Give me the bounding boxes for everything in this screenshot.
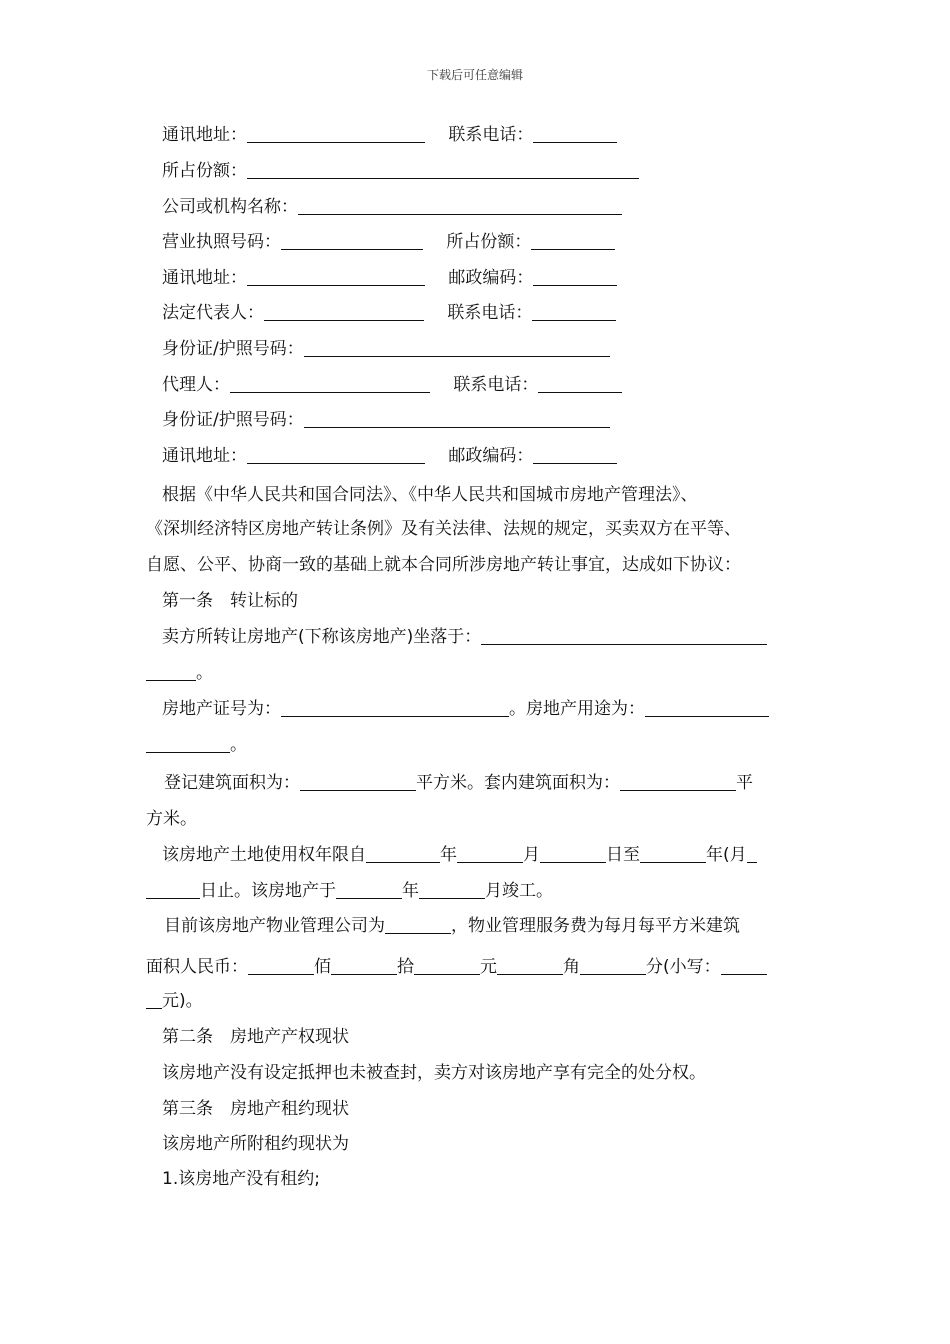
location-label: 卖方所转让房地产(下称该房地产)坐落于： <box>162 627 482 647</box>
mgmt-fee-label: ，物业管理服务费为每月每平方米建筑 <box>451 916 740 936</box>
jiao-blank[interactable] <box>497 955 563 975</box>
address-blank[interactable] <box>247 444 425 464</box>
cert-line <box>162 696 769 722</box>
agent-line <box>162 372 622 398</box>
postcode-label: 邮政编码： <box>448 268 534 288</box>
license-label: 营业执照号码： <box>162 232 281 252</box>
fee-line <box>146 954 767 980</box>
completion-month-blank[interactable] <box>419 879 485 899</box>
month-text: 月 <box>523 845 540 865</box>
location-blank-cont[interactable] <box>146 661 196 681</box>
ping-text: 平 <box>736 773 753 793</box>
article1-title: 第一条 转让标的 <box>162 591 298 611</box>
bai-text: 佰 <box>314 957 331 977</box>
area-line <box>164 770 753 796</box>
id-blank[interactable] <box>304 337 610 357</box>
address-label: 通讯地址： <box>162 268 247 288</box>
id-blank[interactable] <box>304 408 610 428</box>
land-term-line <box>162 842 757 868</box>
share-label: 所占份额： <box>162 161 247 181</box>
page-header: 下载后可任意编辑 <box>426 68 523 82</box>
fee-line-cont <box>146 988 203 1014</box>
shi-text: 拾 <box>397 957 414 977</box>
usage-blank-cont[interactable] <box>146 733 230 753</box>
article3-title: 第三条 房地产租约现状 <box>162 1099 349 1119</box>
phone-label: 联系电话： <box>448 125 534 145</box>
article2-text: 该房地产没有设定抵押也未被查封，卖方对该房地产享有完全的处分权。 <box>162 1063 706 1083</box>
id-label: 身份证/护照号码： <box>162 339 304 359</box>
phone-blank[interactable] <box>532 301 616 321</box>
month-blank[interactable] <box>457 843 523 863</box>
share-line-1 <box>162 158 639 184</box>
area-line-cont: 方米。 <box>146 809 197 829</box>
company-label: 公司或机构名称： <box>162 197 298 217</box>
mgmt-company-blank[interactable] <box>385 914 451 934</box>
share-blank[interactable] <box>247 159 639 179</box>
day-blank[interactable] <box>540 843 606 863</box>
year-text: 年 <box>402 881 419 901</box>
month-end-blank[interactable] <box>747 843 757 863</box>
yuan-end-text: 元)。 <box>162 991 203 1011</box>
completed-text: 月竣工。 <box>485 881 553 901</box>
article2-title: 第二条 房地产产权现状 <box>162 1027 349 1047</box>
preamble-line-3: 自愿、公平、协商一致的基础上就本合同所涉房地产转让事宜，达成如下协议： <box>146 555 741 575</box>
address-blank[interactable] <box>247 266 425 286</box>
postcode-label: 邮政编码： <box>448 446 534 466</box>
phone-label: 联系电话： <box>453 375 539 395</box>
address-blank[interactable] <box>247 123 425 143</box>
phone-blank[interactable] <box>533 123 617 143</box>
mgmt-line <box>164 913 740 939</box>
reg-area-blank[interactable] <box>300 771 416 791</box>
mgmt-company-label: 目前该房地产物业管理公司为 <box>164 916 385 936</box>
year-paren-text: 年(月 <box>706 845 747 865</box>
agent-blank[interactable] <box>230 373 430 393</box>
address-label: 通讯地址： <box>162 125 247 145</box>
small-amount-blank-cont[interactable] <box>146 989 162 1009</box>
completion-year-blank[interactable] <box>336 879 402 899</box>
year-end-blank[interactable] <box>640 843 706 863</box>
area-rmb-label: 面积人民币： <box>146 957 248 977</box>
legal-rep-blank[interactable] <box>264 301 424 321</box>
legal-rep-line <box>162 300 616 326</box>
fen-blank[interactable] <box>580 955 646 975</box>
address-line-3 <box>162 443 617 469</box>
postcode-blank[interactable] <box>533 266 617 286</box>
location-blank[interactable] <box>481 625 767 645</box>
id-line-1 <box>162 336 610 362</box>
phone-blank[interactable] <box>538 373 622 393</box>
bai-blank[interactable] <box>248 955 314 975</box>
day-end-blank[interactable] <box>146 879 200 899</box>
shi-blank[interactable] <box>331 955 397 975</box>
inner-area-label: 平方米。套内建筑面积为： <box>416 773 620 793</box>
company-line <box>162 194 622 220</box>
legal-rep-label: 法定代表人： <box>162 303 264 323</box>
agent-label: 代理人： <box>162 375 230 395</box>
year-blank[interactable] <box>366 843 440 863</box>
yuan-text: 元 <box>480 957 497 977</box>
usage-blank[interactable] <box>645 697 769 717</box>
usage-line-cont <box>146 732 247 758</box>
preamble-line-2: 《深圳经济特区房地产转让条例》及有关法律、法规的规定，买卖双方在平等、 <box>146 519 741 539</box>
company-blank[interactable] <box>298 195 622 215</box>
article3-text: 该房地产所附租约现状为 <box>162 1134 349 1154</box>
fen-small-text: 分(小写： <box>646 957 721 977</box>
license-line <box>162 229 615 255</box>
address-label: 通讯地址： <box>162 446 247 466</box>
yuan-blank[interactable] <box>414 955 480 975</box>
phone-label: 联系电话： <box>447 303 533 323</box>
preamble-line-1: 根据《中华人民共和国合同法》、《中华人民共和国城市房地产管理法》、 <box>162 485 698 505</box>
location-line <box>162 624 767 650</box>
day-end-text: 日止。该房地产于 <box>200 881 336 901</box>
reg-area-label: 登记建筑面积为： <box>164 773 300 793</box>
id-label: 身份证/护照号码： <box>162 410 304 430</box>
address-line-1 <box>162 122 617 148</box>
period: 。 <box>230 735 247 755</box>
usage-label: 。房地产用途为： <box>509 699 645 719</box>
period: 。 <box>196 663 213 683</box>
id-line-2 <box>162 407 610 433</box>
article3-item-1: 1.该房地产没有租约; <box>162 1169 320 1189</box>
day-to-text: 日至 <box>606 845 640 865</box>
land-term-line-cont <box>146 878 553 904</box>
jiao-text: 角 <box>563 957 580 977</box>
inner-area-blank[interactable] <box>620 771 736 791</box>
address-line-2 <box>162 265 617 291</box>
year-text: 年 <box>440 845 457 865</box>
small-amount-blank[interactable] <box>721 955 767 975</box>
share-blank[interactable] <box>531 230 615 250</box>
cert-label: 房地产证号为： <box>162 699 281 719</box>
land-term-label: 该房地产土地使用权年限自 <box>162 845 366 865</box>
cert-blank[interactable] <box>281 697 509 717</box>
location-line-cont <box>146 660 213 686</box>
license-blank[interactable] <box>281 230 423 250</box>
postcode-blank[interactable] <box>533 444 617 464</box>
share-label: 所占份额： <box>446 232 532 252</box>
